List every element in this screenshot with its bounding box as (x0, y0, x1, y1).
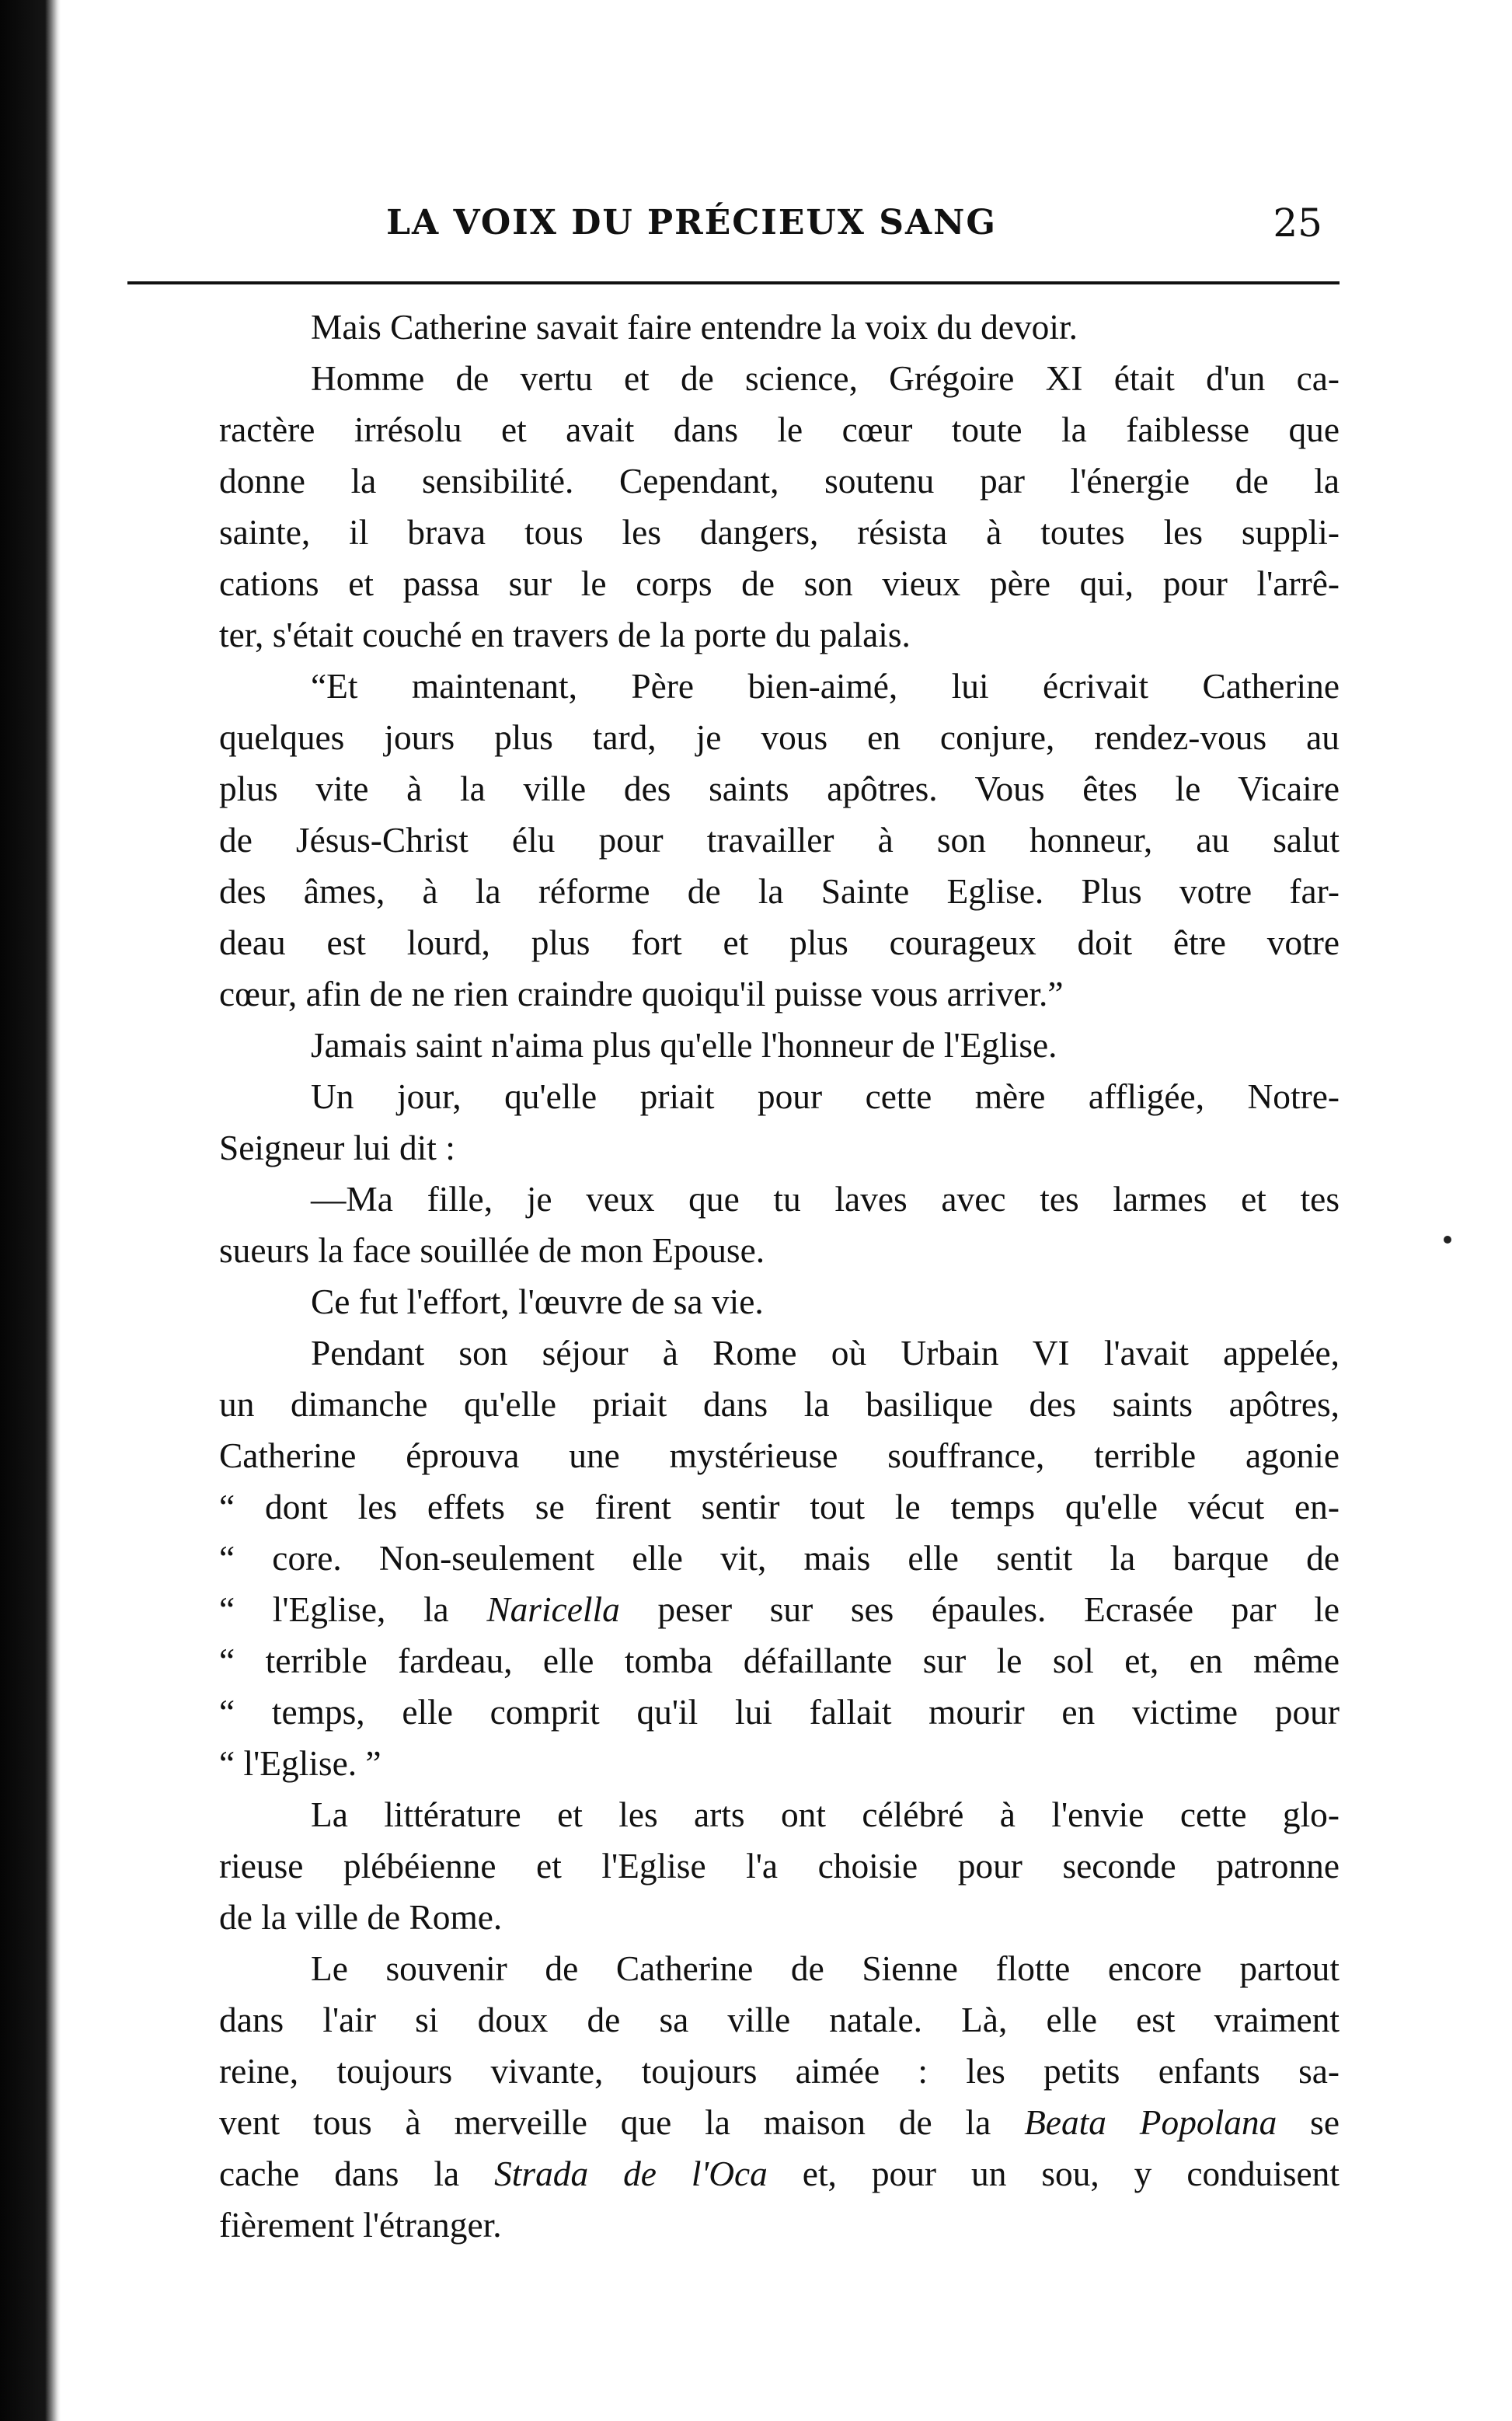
text-line: quelques jours plus tard, je vous en conjure, rendez-vous au (219, 718, 1340, 757)
text-line: rieuse plébéienne et l'Eglise l'a choisie pour seconde patronne (219, 1847, 1340, 1886)
text-line: “ dont les effets se firent sentir tout le temps qu'elle vécut en- (219, 1488, 1340, 1526)
header-rule (127, 281, 1340, 284)
text-line: La littérature et les arts ont célébré à l'envie cette glo- (311, 1795, 1340, 1834)
text-line: reine, toujours vivante, toujours aimée : les petits enfants sa- (219, 2052, 1340, 2091)
text-line: Mais Catherine savait faire entendre la voix du devoir. (311, 308, 1078, 347)
paragraph (127, 353, 1340, 661)
paragraph (127, 302, 1340, 353)
text-line: “Et maintenant, Père bien-aimé, lui écrivait Catherine (311, 667, 1340, 706)
text-line: des âmes, à la réforme de la Sainte Eglise. Plus votre far- (219, 872, 1340, 911)
text-line: Jamais saint n'aima plus qu'elle l'honneur de l'Eglise. (311, 1026, 1057, 1065)
book-page (127, 0, 1340, 2421)
text-line: plus vite à la ville des saints apôtres. Vous êtes le Vicaire (219, 769, 1340, 808)
paragraph (127, 1020, 1340, 1071)
text-line: “ terrible fardeau, elle tomba défaillante sur le sol et, en même (219, 1641, 1340, 1680)
text-line: donne la sensibilité. Cependant, soutenu par l'énergie de la (219, 462, 1340, 501)
body-text (127, 302, 1340, 2251)
text-line: Homme de vertu et de science, Grégoire XI était d'un ca- (311, 359, 1340, 398)
text-line: ter, s'était couché en travers de la porte du palais. (219, 616, 911, 654)
paragraph (127, 1943, 1340, 2251)
text-line: Seigneur lui dit : (219, 1129, 455, 1167)
text-line: cœur, afin de ne rien craindre quoiqu'il puisse vous arriver.” (219, 975, 1064, 1013)
text-line: ractère irrésolu et avait dans le cœur toute la faiblesse que (219, 410, 1340, 449)
text-line: Un jour, qu'elle priait pour cette mère affligée, Notre- (311, 1077, 1340, 1116)
paragraph (127, 661, 1340, 1020)
page-header (127, 196, 1340, 250)
text-line: sainte, il brava tous les dangers, résista à toutes les suppli- (219, 513, 1340, 552)
text-line: cations et passa sur le corps de son vieux père qui, pour l'arrê- (219, 564, 1340, 603)
book-spine-edge (0, 0, 61, 2421)
text-line: deau est lourd, plus fort et plus courageux doit être votre (219, 923, 1340, 962)
text-line: Ce fut l'effort, l'œuvre de sa vie. (311, 1282, 764, 1321)
text-line: de Jésus-Christ élu pour travailler à son honneur, au salut (219, 821, 1340, 860)
text-line: sueurs la face souillée de mon Epouse. (219, 1231, 765, 1270)
paragraph (127, 1276, 1340, 1327)
text-line: Le souvenir de Catherine de Sienne flotte encore partout (311, 1949, 1340, 1988)
paragraph (127, 1327, 1340, 1789)
text-line: “ l'Eglise. ” (219, 1744, 381, 1783)
text-line: un dimanche qu'elle priait dans la basilique des saints apôtres, (219, 1385, 1340, 1424)
text-line: Catherine éprouva une mystérieuse souffrance, terrible agonie (219, 1436, 1340, 1475)
text-line: “ l'Eglise, la Naricella peser sur ses épaules. Ecrasée par le (219, 1590, 1340, 1629)
text-line: de la ville de Rome. (219, 1898, 503, 1937)
paragraph (127, 1071, 1340, 1174)
running-title: LA VOIX DU PRÉCIEUX SANG (386, 203, 997, 242)
margin-mark (1444, 1236, 1451, 1244)
text-line: fièrement l'étranger. (219, 2206, 502, 2245)
text-line: “ core. Non-seulement elle vit, mais elle sentit la barque de (219, 1539, 1340, 1578)
text-line: cache dans la Strada de l'Oca et, pour un sou, y conduisent (219, 2154, 1340, 2193)
paragraph (127, 1174, 1340, 1276)
text-line: dans l'air si doux de sa ville natale. Là, elle est vraiment (219, 2001, 1340, 2039)
paragraph (127, 1789, 1340, 1943)
text-line: —Ma fille, je veux que tu laves avec tes larmes et tes (311, 1180, 1340, 1219)
page-number: 25 (1273, 201, 1322, 246)
text-line: “ temps, elle comprit qu'il lui fallait mourir en victime pour (219, 1693, 1340, 1732)
text-line: Pendant son séjour à Rome où Urbain VI l'avait appelée, (311, 1334, 1340, 1373)
text-line: vent tous à merveille que la maison de la Beata Popolana se (219, 2103, 1340, 2142)
